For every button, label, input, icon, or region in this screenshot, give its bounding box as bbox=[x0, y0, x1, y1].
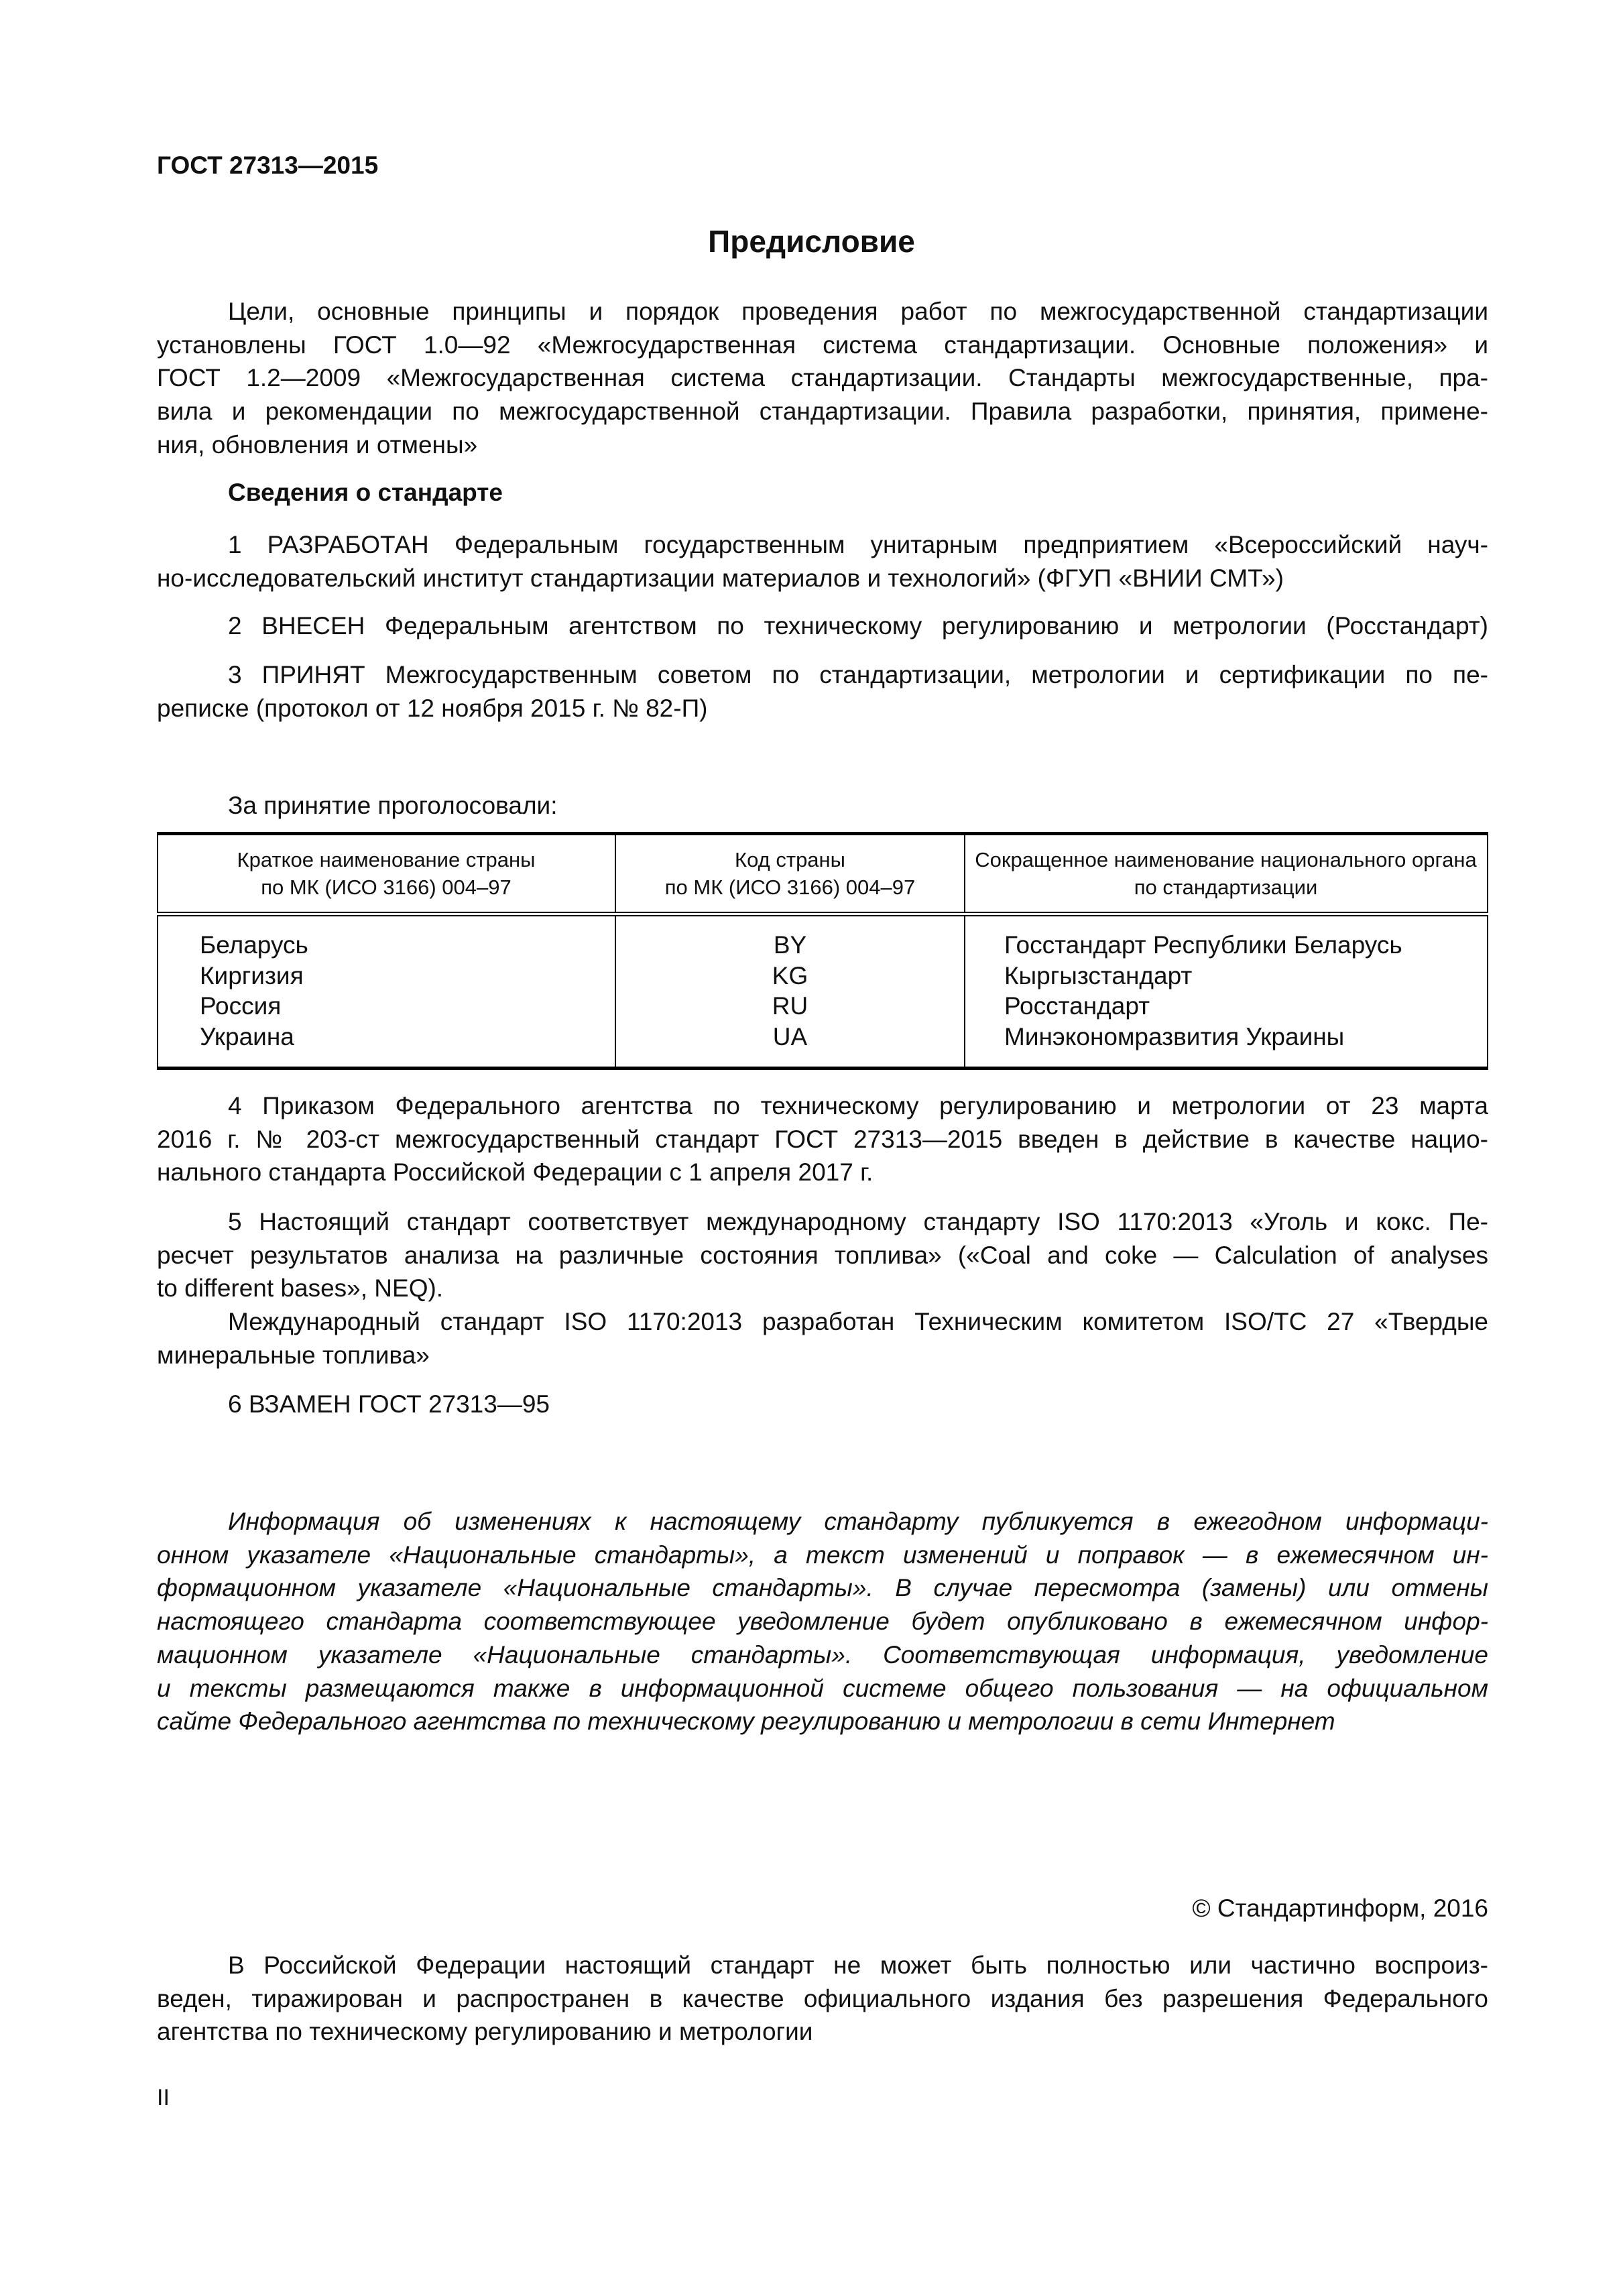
preface-line: установлены ГОСТ 1.0—92 «Межгосударственная система стандартизации. Основные положения» и bbox=[157, 330, 1488, 359]
preface-line: Цели, основные принципы и порядок проведения работ по межгосударственной стандартизации bbox=[228, 298, 1488, 325]
item4-line: 4 Приказом Федерального агентства по техническому регулированию и метрологии от 23 марта bbox=[228, 1092, 1488, 1120]
page-title: Предисловие bbox=[708, 224, 915, 259]
country-code: RU bbox=[772, 992, 808, 1020]
vote-label-line: За принятие проголосовали: bbox=[228, 792, 558, 819]
item5-line: ресчет результатов анализа на различные состояния топлива» («Coal and coke — Calculation of analyses bbox=[157, 1241, 1488, 1269]
preface-line: ния, обновления и отмены» bbox=[157, 430, 478, 459]
item5-line: to different bases», NEQ). bbox=[157, 1274, 444, 1303]
header-country-name bbox=[158, 834, 615, 914]
header-text: по МК (ИСО 3166) 004–97 bbox=[261, 875, 512, 899]
item5-note-line: минеральные топлива» bbox=[157, 1341, 430, 1369]
country-name: Россия bbox=[200, 992, 282, 1020]
country-code: KG bbox=[772, 961, 808, 989]
country-code: UA bbox=[772, 1022, 808, 1050]
item3-line: реписке (протокол от 12 ноября 2015 г. № 82-П) bbox=[157, 694, 708, 722]
item4-line: 2016 г. № 203-ст межгосударственный стандарт ГОСТ 27313—2015 введен в действие в качестве нацио- bbox=[157, 1125, 1488, 1153]
item5-line: 5 Настоящий стандарт соответствует международному стандарту ISO 1170:2013 «Уголь и кокс. Пе- bbox=[228, 1208, 1488, 1235]
voting-table bbox=[157, 832, 1488, 1070]
bodies-cell bbox=[965, 914, 1488, 1069]
header-text: Код страны bbox=[735, 848, 845, 871]
changes-info-line: и тексты размещаются также в информационной системе общего пользования — на официальном bbox=[157, 1674, 1488, 1702]
reproduction-line: веден, тиражирован и распространен в качестве официального издания без разрешения Федерального bbox=[157, 1984, 1488, 2012]
changes-info-line: формационном указателе «Национальные стандарты». В случае пересмотра (замены) или отмены bbox=[157, 1574, 1488, 1602]
header-national-body bbox=[965, 834, 1488, 914]
country-name: Беларусь bbox=[200, 931, 308, 959]
preface-line: ГОСТ 1.2—2009 «Межгосударственная система стандартизации. Стандарты межгосударственные, пра- bbox=[157, 364, 1488, 392]
header-text: по стандартизации bbox=[1134, 875, 1318, 899]
item6-line: 6 ВЗАМЕН ГОСТ 27313—95 bbox=[228, 1390, 550, 1418]
codes-cell bbox=[615, 914, 965, 1069]
changes-info-line: сайте Федерального агентства по техническому регулированию и метрологии в сети Интернет bbox=[157, 1707, 1335, 1736]
copyright: © Стандартинформ, 2016 bbox=[1192, 1894, 1488, 1922]
item2-line: 2 ВНЕСЕН Федеральным агентством по техническому регулированию и метрологии (Росстандарт) bbox=[228, 612, 1488, 640]
header-text: Сокращенное наименование национального органа bbox=[975, 848, 1477, 871]
table-header-row bbox=[158, 834, 1488, 914]
header-text: Краткое наименование страны bbox=[237, 848, 536, 871]
country-name: Киргизия bbox=[200, 961, 304, 989]
changes-info-line: мационном указателе «Национальные стандарты». Соответствующая информация, уведомление bbox=[157, 1640, 1488, 1669]
info-heading-line: Сведения о стандарте bbox=[228, 479, 503, 506]
national-body: Минэкономразвития Украины bbox=[1004, 1022, 1345, 1050]
changes-info-line: онном указателе «Национальные стандарты», а текст изменений и поправок — в ежемесячном ин- bbox=[157, 1540, 1488, 1569]
header-country-code bbox=[615, 834, 965, 914]
document-code: ГОСТ 27313—2015 bbox=[157, 152, 379, 179]
preface-line: вила и рекомендации по межгосударственной стандартизации. Правила разработки, принятия, примене- bbox=[157, 398, 1488, 426]
countries-cell bbox=[158, 914, 615, 1069]
item1-line: 1 РАЗРАБОТАН Федеральным государственным унитарным предприятием «Всероссийский науч- bbox=[228, 531, 1488, 558]
national-body: Кыргызстандарт bbox=[1004, 961, 1193, 989]
item3-line: 3 ПРИНЯТ Межгосударственным советом по стандартизации, метрологии и сертификации по пе- bbox=[228, 661, 1488, 688]
page-number: II bbox=[157, 2085, 170, 2110]
item1-line: но-исследовательский институт стандартизации материалов и технологий» (ФГУП «ВНИИ СМТ») bbox=[157, 564, 1284, 592]
header-text: по МК (ИСО 3166) 004–97 bbox=[664, 875, 916, 899]
table-body-row bbox=[158, 914, 1488, 1069]
changes-info-line: Информация об изменениях к настоящему стандарту публикуется в ежегодном информаци- bbox=[228, 1508, 1488, 1535]
country-name: Украина bbox=[200, 1022, 294, 1050]
item5-note-line: Международный стандарт ISO 1170:2013 разработан Техническим комитетом ISO/TC 27 «Твердые bbox=[228, 1308, 1488, 1335]
country-code: BY bbox=[773, 931, 807, 959]
national-body: Госстандарт Республики Беларусь bbox=[1004, 931, 1402, 959]
reproduction-line: В Российской Федерации настоящий стандарт не может быть полностью или частично воспроиз- bbox=[228, 1951, 1488, 1979]
changes-info-line: настоящего стандарта соответствующее уведомление будет опубликовано в ежемесячном инфор- bbox=[157, 1608, 1488, 1636]
national-body: Росстандарт bbox=[1004, 992, 1150, 1020]
reproduction-line: агентства по техническому регулированию и метрологии bbox=[157, 2018, 813, 2046]
item4-line: нального стандарта Российской Федерации с 1 апреля 2017 г. bbox=[157, 1158, 874, 1187]
